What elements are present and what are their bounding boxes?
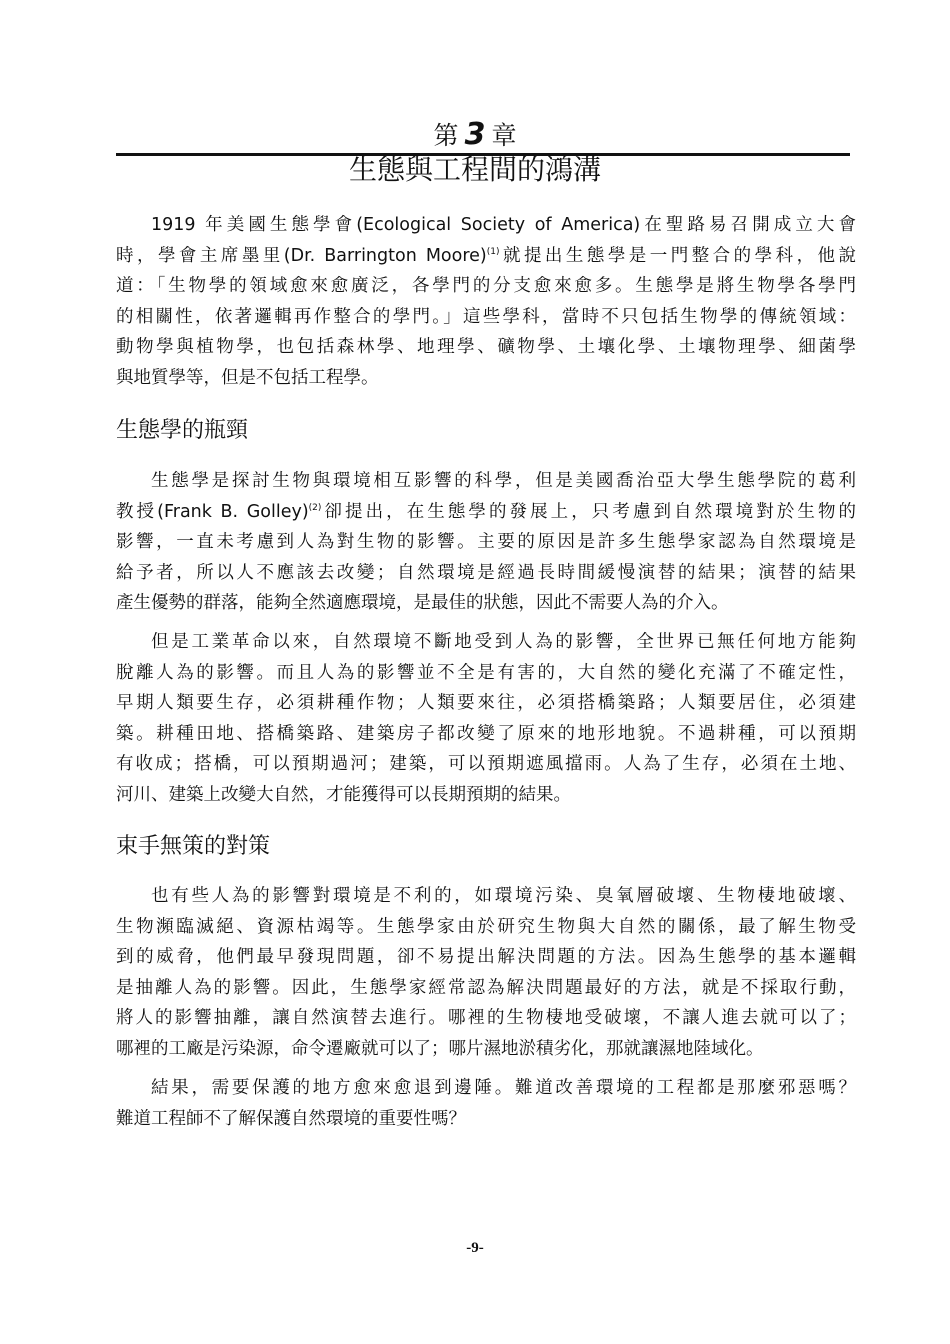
section-heading: 束手無策的對策 [116, 834, 271, 859]
text-line: 是抽離人為的影響。因此，生態學家經常認為解決問題最好的方法，就是不採取行動， [116, 977, 856, 998]
text-line: 築。耕種田地、搭橋築路、建築房子都改變了原來的地形地貌。不過耕種，可以預期 [116, 723, 856, 744]
text-line: 難道工程師不了解保護自然環境的重要性嗎？ [116, 1108, 466, 1129]
text-line: 將人的影響抽離，讓自然演替去進行。哪裡的生物棲地受破壞，不讓人進去就可以了； [116, 1008, 856, 1029]
text-line: 1919 年美國生態學會(Ecological Society of America)在聖路易召開成立大會 [151, 215, 856, 235]
chapter-prefix: 第 [433, 121, 459, 150]
footnote-ref: (2) [308, 502, 322, 513]
text-span: 時，學會主席墨里(Dr. Barrington Moore) [116, 245, 487, 266]
text-line: 給予者，所以人不應該去改變；自然環境是經過長時間緩慢演替的結果；演替的結果 [116, 562, 856, 583]
text-line: 道：「生物學的領域愈來愈廣泛，各學門的分支愈來愈多。生態學是將生物學各學門 [116, 276, 856, 297]
text-line: 與地質學等，但是不包括工程學。 [116, 367, 379, 388]
text-line: 早期人類要生存，必須耕種作物；人類要來往，必須搭橋築路；人類要居住，必須建 [116, 693, 856, 714]
text-span: 卻提出，在生態學的發展上，只考慮到自然環境對於生物的 [321, 501, 857, 522]
text-line [116, 497, 856, 528]
text-line: 脫離人為的影響。而且人為的影響並不全是有害的，大自然的變化充滿了不確定性， [116, 662, 856, 683]
text-line: 的相關性，依著邏輯再作整合的學門。」這些學科，當時不只包括生物學的傳統領域： [116, 306, 856, 327]
section2-paragraph-2 [116, 1073, 856, 1134]
chapter-number: 3 [464, 117, 486, 152]
text-line: 生態學是探討生物與環境相互影響的科學，但是美國喬治亞大學生態學院的葛利 [151, 471, 856, 491]
page-number: -9- [466, 1240, 484, 1256]
text-line: 到的威脅，他們最早發現問題，卻不易提出解決問題的方法。因為生態學的基本邏輯 [116, 947, 856, 968]
text-line: 哪裡的工廠是污染源，命令遷廠就可以了；哪片濕地淤積劣化，那就讓濕地陸域化。 [116, 1038, 764, 1059]
footnote-ref: (1) [486, 246, 500, 257]
text-line: 結果，需要保護的地方愈來愈退到邊陲。難道改善環境的工程都是那麼邪惡嗎？ [151, 1078, 856, 1098]
text-line: 產生優勢的群落，能夠全然適應環境，是最佳的狀態，因此不需要人為的介入。 [116, 593, 729, 614]
section2-paragraph-1 [116, 881, 856, 1065]
intro-paragraph [116, 210, 856, 394]
text-line: 河川、建築上改變大自然，才能獲得可以長期預期的結果。 [116, 784, 571, 805]
section-heading: 生態學的瓶頸 [116, 418, 249, 443]
text-line [116, 241, 856, 272]
text-span: 就提出生態學是一門整合的學科，他說 [499, 245, 857, 266]
chapter-label [0, 118, 950, 153]
text-line: 影響，一直未考慮到人為對生物的影響。主要的原因是許多生態學家認為自然環境是 [116, 532, 856, 553]
section1-paragraph-2 [116, 627, 856, 811]
text-line: 生物瀕臨滅絕、資源枯竭等。生態學家由於研究生物與大自然的關係，最了解生物受 [116, 916, 856, 937]
text-line: 動物學與植物學，也包括森林學、地理學、礦物學、土壤化學、土壤物理學、細菌學 [116, 337, 856, 358]
text-line: 但是工業革命以來，自然環境不斷地受到人為的影響，全世界已無任何地方能夠 [151, 632, 856, 652]
chapter-title: 生態與工程間的鴻溝 [348, 153, 601, 186]
text-line: 有收成；搭橋，可以預期過河；建築，可以預期遮風擋雨。人為了生存，必須在土地、 [116, 754, 856, 775]
text-line: 也有些人為的影響對環境是不利的，如環境污染、臭氧層破壞、生物棲地破壞、 [151, 886, 856, 906]
chapter-suffix: 章 [491, 121, 517, 150]
text-span: 教授(Frank B. Golley) [116, 501, 309, 522]
section1-paragraph-1 [116, 466, 856, 619]
